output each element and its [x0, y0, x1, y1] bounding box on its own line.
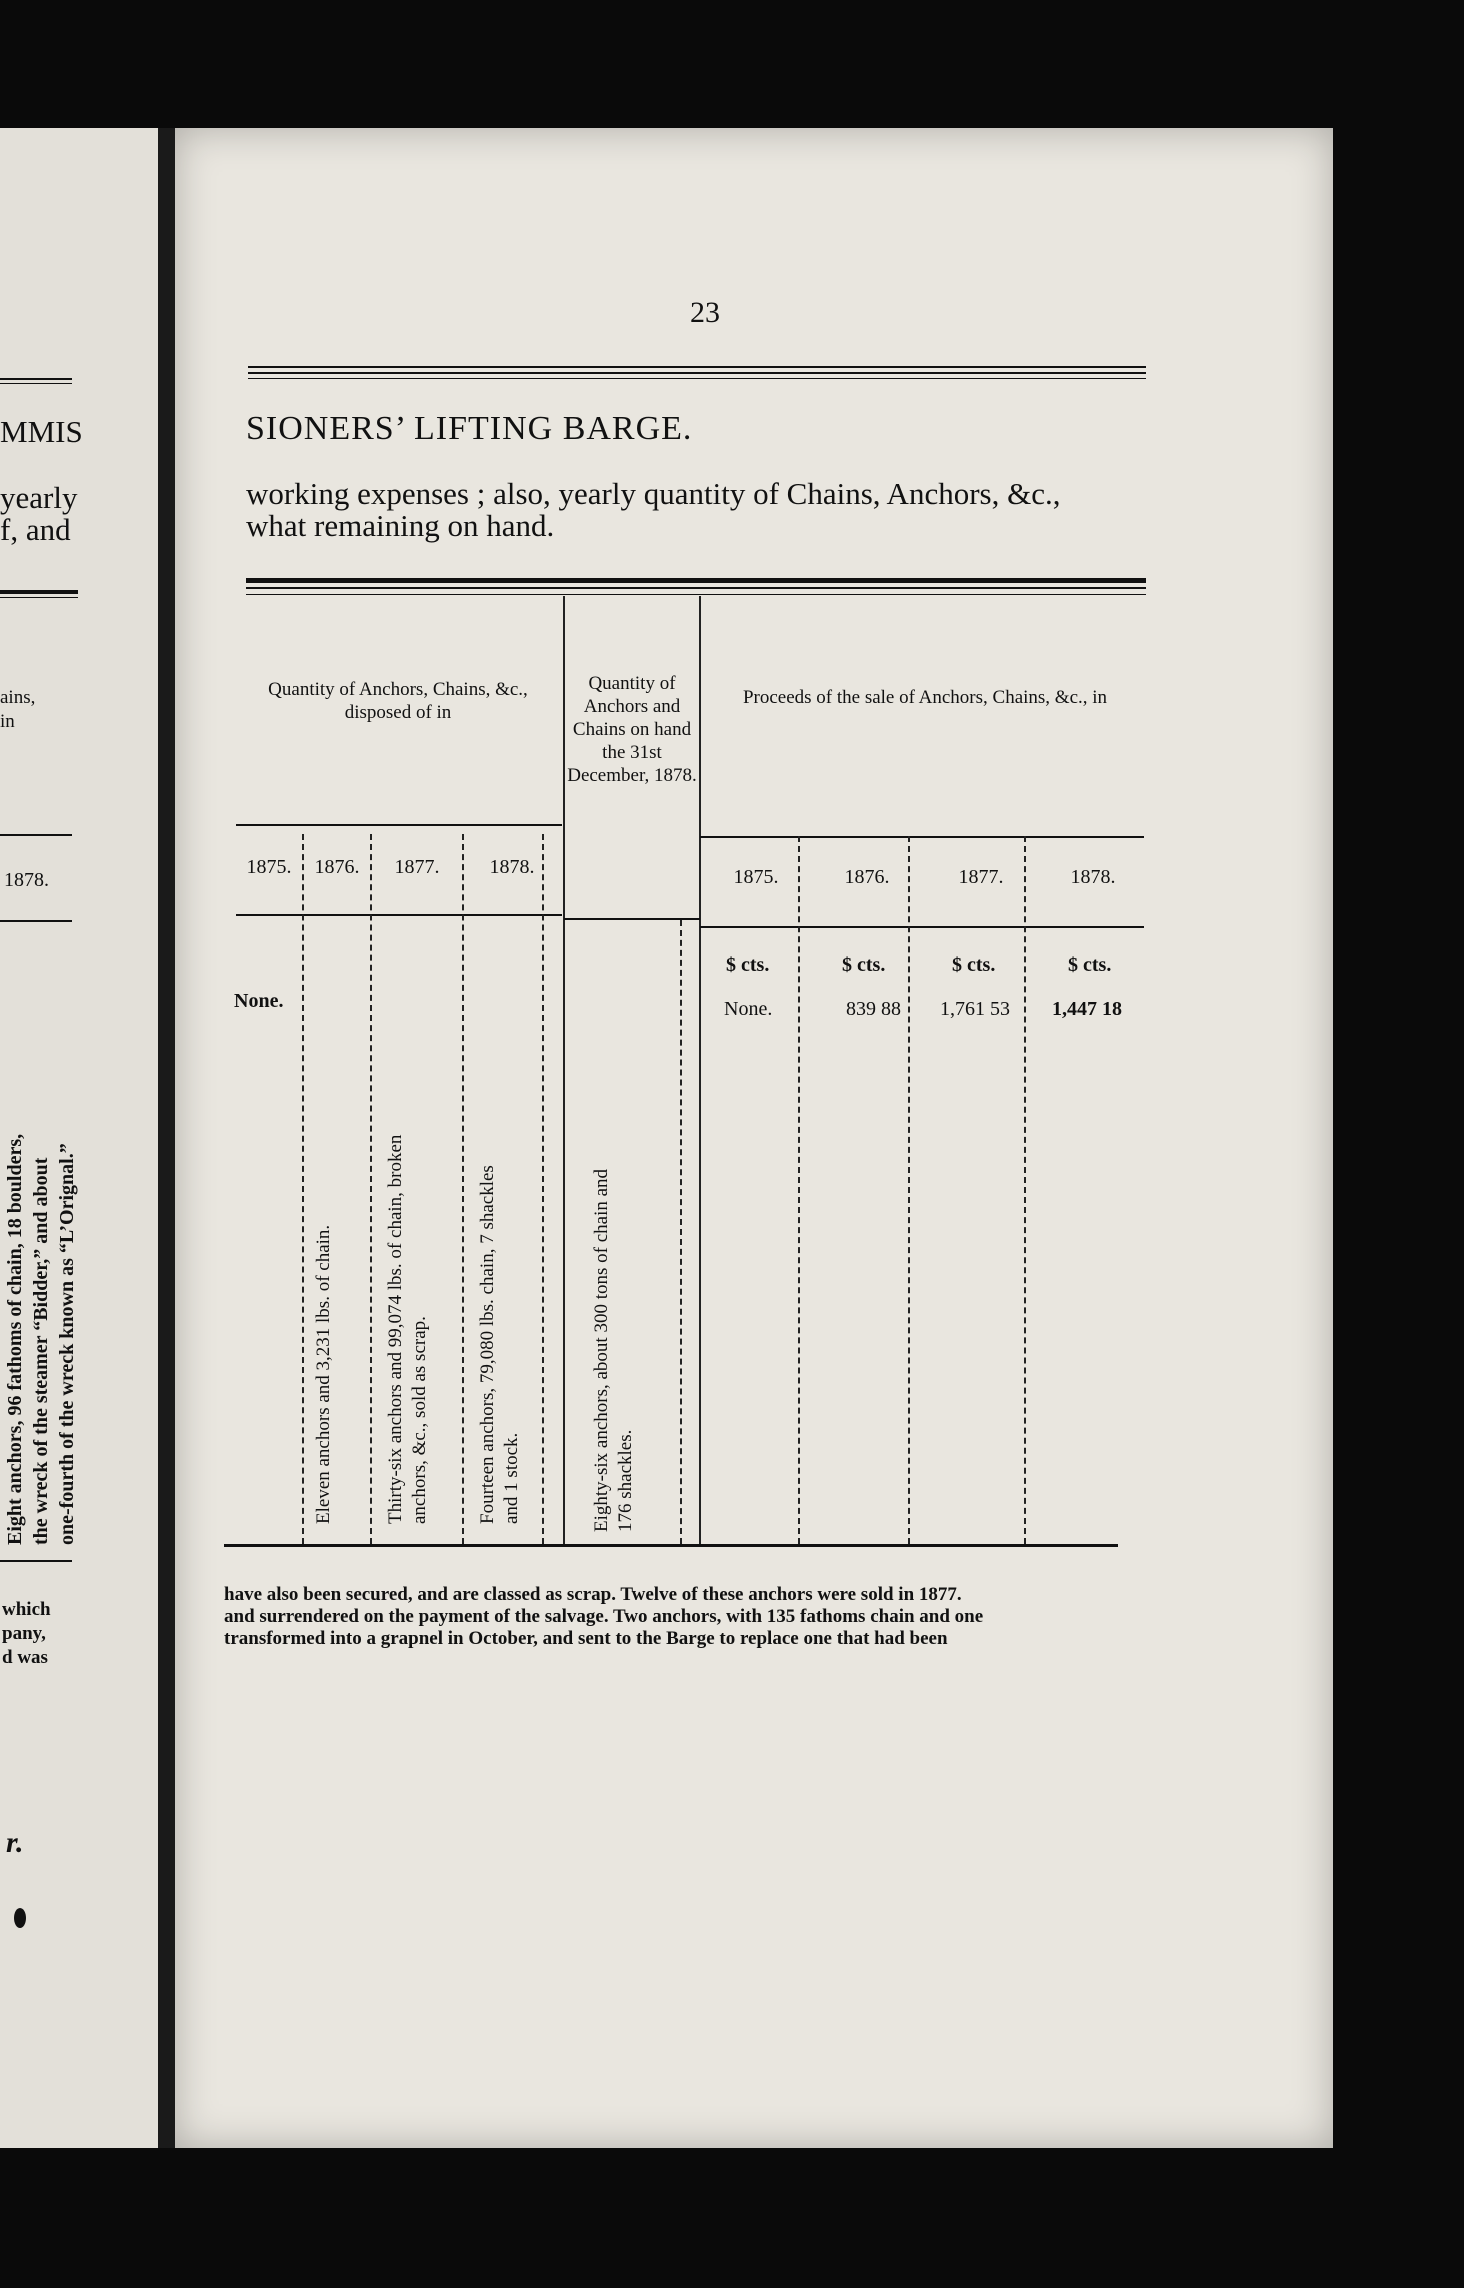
proceeds-1875-value: None. — [724, 998, 773, 1020]
currency-1875: $ cts. — [726, 954, 770, 976]
left-heading-fragment: MMIS — [0, 414, 83, 449]
left-rule-years — [0, 834, 72, 836]
col-divider-8 — [1024, 836, 1026, 1544]
currency-1878: $ cts. — [1068, 954, 1112, 976]
col-divider-3 — [462, 834, 464, 1544]
disposed-1878-line2: and 1 stock. — [501, 1432, 522, 1524]
table-rule-top-3 — [246, 594, 1146, 595]
left-vertical-line1: Eight anchors, 96 fathoms of chain, 18 boulders, — [4, 1133, 26, 1545]
left-column-fragment-1: ains, — [0, 687, 36, 708]
title-rule-top-2 — [248, 372, 1146, 374]
title-rule-top-3 — [248, 378, 1146, 379]
on-hand-line1: Eighty-six anchors, about 300 tons of chain and — [591, 1168, 612, 1532]
disposed-1875-value: None. — [234, 990, 284, 1012]
table-rule-bottom — [224, 1544, 1118, 1547]
disposed-1878-line1: Fourteen anchors, 79,080 lbs. chain, 7 shackles — [477, 1165, 498, 1524]
col-divider-7 — [908, 836, 910, 1544]
left-footnote-2: pany, — [2, 1623, 46, 1644]
divider-on-hand-left — [563, 596, 565, 1544]
left-footnote-1: which — [2, 1599, 51, 1620]
page-title: SIONERS’ LIFTING BARGE. — [246, 410, 693, 447]
col-divider-5 — [680, 920, 682, 1544]
year-disposed-1875: 1875. — [246, 856, 292, 878]
left-year: 1878. — [4, 869, 49, 891]
year-proceeds-1878: 1878. — [1070, 866, 1116, 888]
disposed-1878-value — [476, 1010, 524, 1524]
left-column-fragment-2: in — [0, 711, 15, 732]
left-rule-top — [0, 378, 72, 380]
proceeds-1877-value: 1,761 53 — [940, 998, 1010, 1020]
header-disposed: Quantity of Anchors, Chains, &c., disposed of in — [268, 679, 528, 723]
left-rule-years-2 — [0, 920, 72, 922]
year-disposed-1878: 1878. — [489, 856, 535, 878]
header-proceeds: Proceeds of the sale of Anchors, Chains, &c., in — [742, 687, 1108, 708]
footnote-line1: have also been secured, and are classed as scrap. Twelve of these anchors were sold in 1877. — [224, 1584, 962, 1605]
left-vertical-entry — [2, 1000, 80, 1545]
col-divider-6 — [798, 836, 800, 1544]
page-gutter — [158, 128, 175, 2148]
footnote-line2: and surrendered on the payment of the salvage. Two anchors, with 135 fathoms chain and one — [224, 1606, 984, 1627]
left-rule-mid-2 — [0, 597, 78, 598]
col-divider-4 — [542, 834, 544, 1544]
rule-under-proceeds-header — [700, 836, 1144, 838]
subtitle-line1: working expenses ; also, yearly quantity of Chains, Anchors, &c., — [246, 476, 1061, 511]
disposed-1876-line1: Eleven anchors and 3,231 lbs. of chain. — [313, 1224, 334, 1524]
year-proceeds-1875: 1875. — [733, 866, 779, 888]
footnote-line3: transformed into a grapnel in October, and sent to the Barge to replace one that had been — [224, 1628, 948, 1649]
year-disposed-1876: 1876. — [314, 856, 360, 878]
divider-on-hand-right — [699, 596, 701, 1544]
disposed-1877-line1: Thirty-six anchors and 99,074 lbs. of chain, broken — [385, 1134, 406, 1524]
currency-1876: $ cts. — [842, 954, 886, 976]
left-mark: r. — [6, 1826, 24, 1859]
col-divider-1 — [302, 834, 304, 1544]
col-divider-2 — [370, 834, 372, 1544]
year-proceeds-1877: 1877. — [958, 866, 1004, 888]
left-vertical-line3: one-fourth of the wreck known as “L’Orignal.” — [56, 1143, 78, 1545]
left-rule-top-2 — [0, 383, 72, 384]
page-number: 23 — [690, 296, 720, 329]
year-proceeds-1876: 1876. — [844, 866, 890, 888]
left-subheading-line1: yearly — [0, 480, 78, 515]
rule-under-disposed-header — [236, 824, 562, 826]
on-hand-line2: 176 shackles. — [615, 1429, 636, 1532]
disposed-1877-value — [384, 1000, 432, 1524]
header-on-hand: Quantity of Anchors and Chains on hand the 31st December, 1878. — [567, 673, 697, 786]
left-rule-bottom — [0, 1560, 72, 1562]
rule-under-years-disposed — [236, 914, 562, 916]
left-vertical-line2: the wreck of the steamer “Bidder,” and about — [30, 1157, 52, 1545]
title-rule-top — [248, 366, 1146, 368]
table-rule-top — [246, 578, 1146, 583]
table-rule-top-2 — [246, 587, 1146, 589]
left-subheading-line2: f, and — [0, 512, 71, 547]
currency-1877: $ cts. — [952, 954, 996, 976]
left-rule-mid — [0, 590, 78, 594]
proceeds-1878-value: 1,447 18 — [1052, 998, 1122, 1020]
left-blot — [14, 1908, 26, 1928]
proceeds-1876-value: 839 88 — [846, 998, 901, 1020]
left-footnote-3: d was — [2, 1647, 48, 1668]
disposed-1876-value — [312, 1128, 336, 1524]
rule-under-years-proceeds — [700, 926, 1144, 928]
on-hand-value — [590, 1012, 638, 1532]
subtitle-line2: what remaining on hand. — [246, 508, 555, 543]
footnote — [224, 1584, 1144, 1650]
year-disposed-1877: 1877. — [394, 856, 440, 878]
disposed-1877-line2: anchors, &c., sold as scrap. — [409, 1316, 430, 1524]
